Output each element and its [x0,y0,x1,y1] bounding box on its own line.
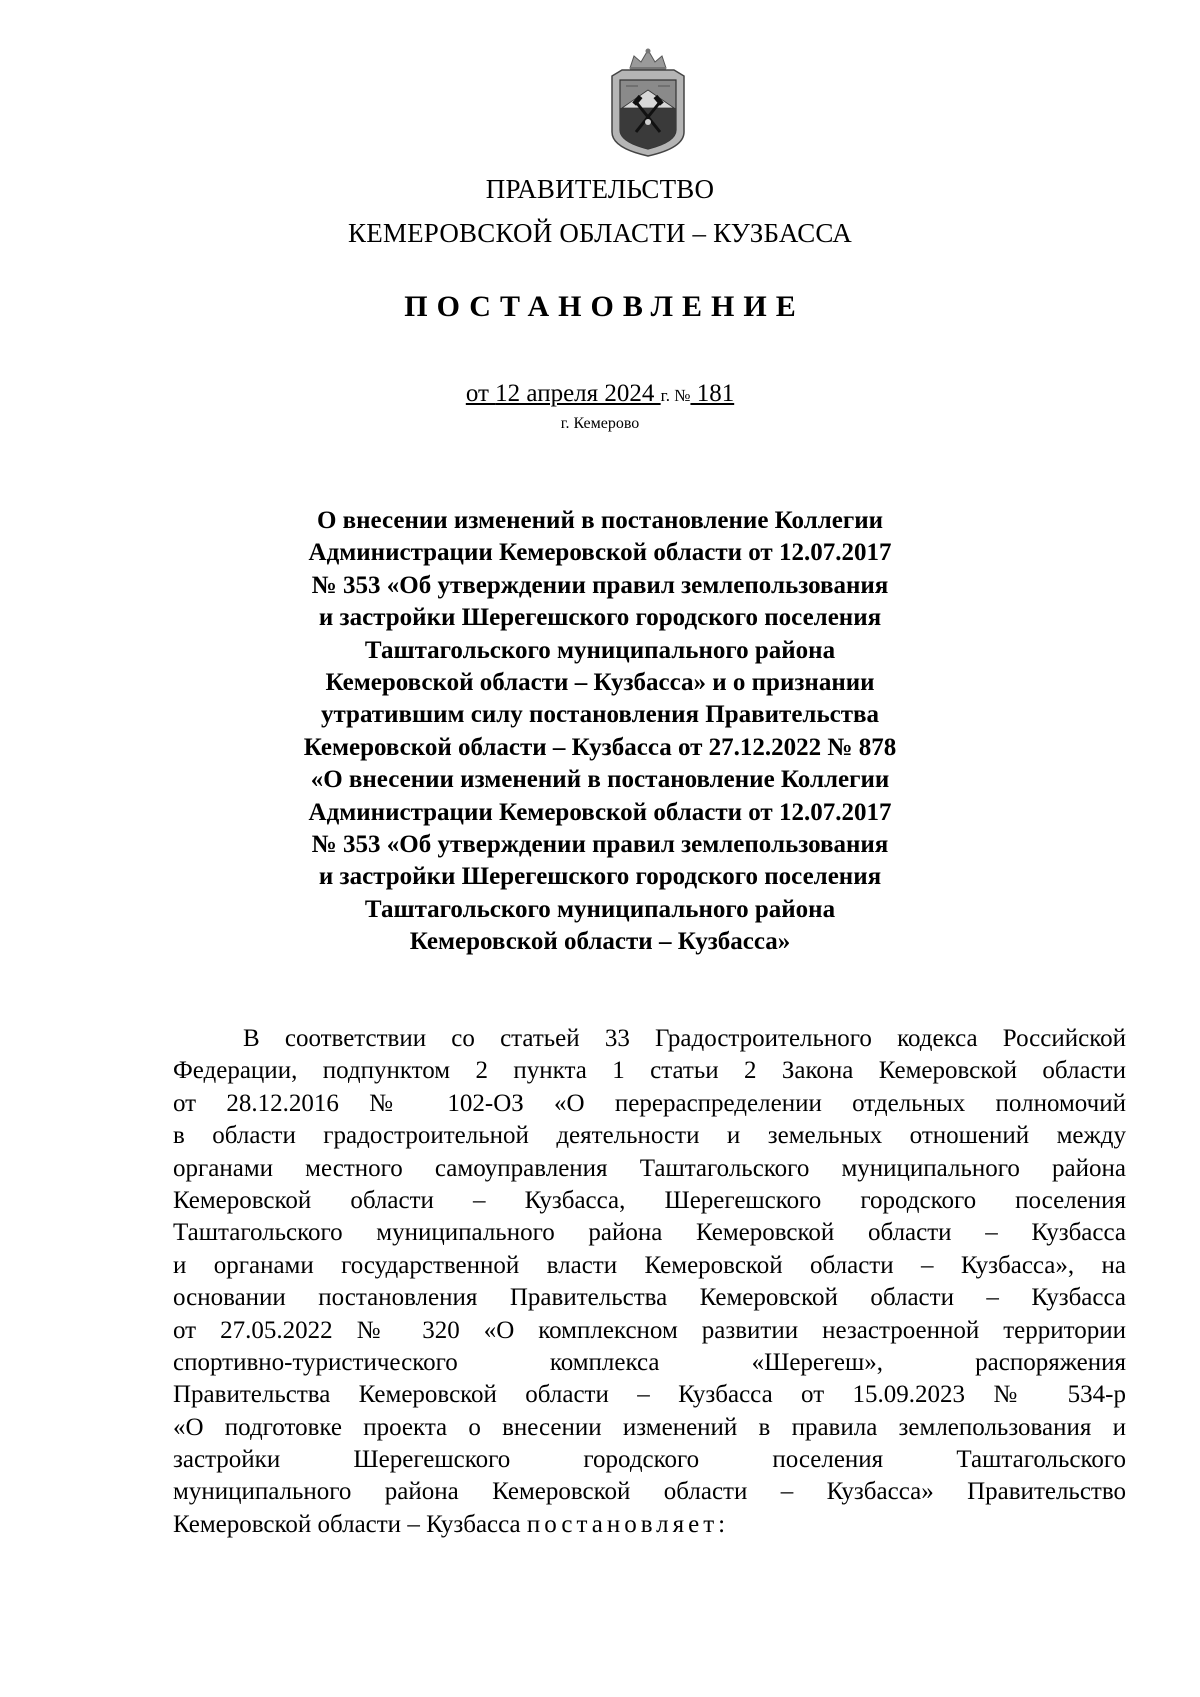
number-sign: № [669,386,691,405]
body-line: от 28.12.2016 № 102-ОЗ «О перераспределении отдельных полномочий [173,1089,1126,1117]
government-name-line-2: КЕМЕРОВСКОЙ ОБЛАСТИ – КУЗБАССА [348,218,852,248]
heading-line: и застройки Шерегешского городского поселения [318,863,882,891]
heading-line: Кемеровской области – Кузбасса» и о признании [325,669,875,697]
body-line: «О подготовке проекта о внесении изменений в правила землепользования и [173,1413,1126,1441]
heading-line: Кемеровской области – Кузбасса» [409,928,791,956]
heading-line: утратившим силу постановления Правительства [320,701,880,729]
body-last-line-prefix: Кемеровской области – Кузбасса [173,1510,527,1538]
coat-of-arms-icon [608,46,688,158]
heading-line: Таштагольского муниципального района [364,895,836,923]
body-line: в области градостроительной деятельности и земельных отношений между [173,1122,1126,1150]
heading-line: «О внесении изменений в постановление Коллегии [310,766,890,794]
body-line: органами местного самоуправления Таштагольского муниципального района [173,1154,1126,1182]
heading-line: Администрации Кемеровской области от 12.07.2017 [308,539,892,567]
body-line: от 27.05.2022 № 320 «О комплексном развитии незастроенной территории [173,1316,1126,1344]
heading-line: О внесении изменений в постановление Коллегии [316,507,884,534]
government-name-line-1: ПРАВИТЕЛЬСТВО [485,174,715,204]
heading-line: № 353 «Об утверждении правил землепользования [311,831,889,859]
body-last-line [173,1509,1126,1541]
date-prefix: от [465,380,496,407]
body-line: спортивно-туристического комплекса «Шерегеш», распоряжения [173,1348,1126,1376]
heading-line: № 353 «Об утверждении правил землепользования [311,571,889,599]
body-line: Федерации, подпунктом 2 пункта 1 статьи 2 Закона Кемеровской области [173,1057,1126,1085]
body-line: В соответствии со статьей 33 Градостроительного кодекса Российской [243,1025,1126,1052]
body-line: застройки Шерегешского городского поселения Таштагольского [173,1446,1126,1474]
date-value: 12 апреля 2024 [495,380,661,407]
document-type-title: ПОСТАНОВЛЕНИЕ [404,290,805,323]
body-line: Кемеровской области – Кузбасса, Шерегешского городского поселения [173,1186,1126,1214]
body-line: основании постановления Правительства Кемеровской области – Кузбасса [173,1284,1126,1312]
body-line: Правительства Кемеровской области – Кузбасса от 15.09.2023 № 534-р [173,1381,1126,1409]
body-line: Таштагольского муниципального района Кемеровской области – Кузбасса [173,1219,1126,1247]
heading-line: Администрации Кемеровской области от 12.07.2017 [308,798,892,826]
city-line: г. Кемерово [560,415,640,432]
year-suffix: г. [660,386,670,405]
body-line: муниципального района Кемеровской области – Кузбасса» Правительство [173,1478,1126,1506]
heading-line: Таштагольского муниципального района [364,636,836,664]
heading-line: и застройки Шерегешского городского поселения [318,604,882,632]
date-number-row [0,380,1200,408]
resolves-keyword: постановляет: [526,1510,730,1538]
body-paragraph [173,1023,1126,1541]
body-line: и органами государственной власти Кемеровской области – Кузбасса», на [173,1251,1126,1279]
document-number: 181 [690,380,735,407]
heading-line: Кемеровской области – Кузбасса от 27.12.2022 № 878 [303,733,897,761]
document-heading [250,505,950,959]
